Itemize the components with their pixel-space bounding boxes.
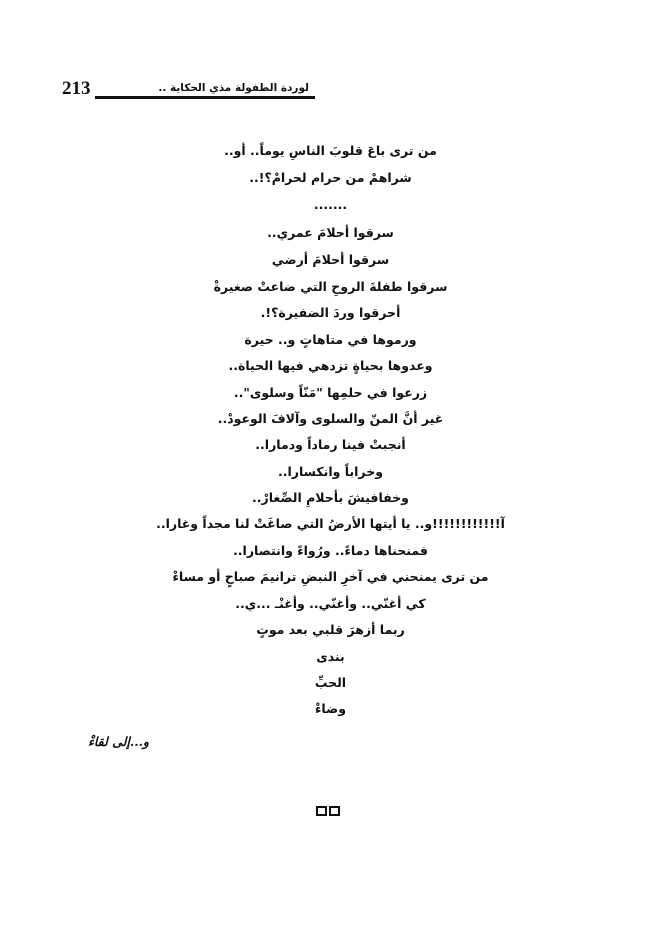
poem-line: أنجبتْ فينا رماداً ودمارا.. — [255, 437, 406, 452]
poem-line: شراهمْ من حرام لحرامْ؟!.. — [249, 170, 412, 185]
poem-line: وخراباً وانكسارا.. — [278, 464, 383, 479]
closing-line: و...إلى لقاءْ — [88, 734, 149, 749]
page-number: 213 — [62, 78, 91, 99]
poem-line: ربما أزهرَ قلبي بعد موتٍ — [256, 622, 405, 637]
poem-line: زرعوا في حلمِها "مَنّاً وسلوى".. — [233, 385, 428, 400]
poem-line: وضاءْ — [315, 701, 346, 716]
poem-line: وخفافيشَ بأحلامِ الصِّغارْ.. — [252, 490, 409, 505]
poem-line: وعدوها بحياةٍ تزدهي فيها الحياة.. — [228, 358, 433, 373]
poem-line: سرقوا طفلةَ الروحِ التي ضاعتْ صغيرةْ — [213, 279, 448, 294]
poem-line: من ترى يمنحني في آخرِ النبضِ ترانيمَ صباحٍ أو مساءْ — [172, 569, 489, 584]
header-rule — [95, 96, 315, 99]
poem-line: سرقوا أحلامَ أرضي — [271, 252, 390, 267]
double-square-end-mark-icon — [316, 806, 340, 816]
poem-line: من ترى باعَ قلوبَ الناسِ يوماً.. أو.. — [224, 143, 437, 158]
running-title: لوردة الطفولة مذي الحكاية .. — [158, 82, 309, 94]
square-icon — [329, 806, 340, 816]
poem-line: كي أغنّي.. وأغنّي.. وأغنْـ ...ي.. — [235, 596, 426, 611]
square-icon — [316, 806, 327, 816]
poem-line: ورموها في متاهاتٍ و.. حيرة — [244, 332, 417, 347]
poem-line: أحرقوا وردَ الضفيرة؟!. — [260, 305, 401, 320]
poem-line: الحبِّ — [314, 675, 347, 690]
poem-line: آ!!!!!!!!!!!!و.. يا أيتها الأرضُ التي صاغَتْ لنا مجداً وغارا.. — [156, 516, 505, 531]
poem-line: سرقوا أحلامَ عمري.. — [267, 225, 394, 240]
poem-line: ....... — [313, 197, 348, 212]
poem-line: غير أنَّ المنّ والسلوى وآلافَ الوعودْ.. — [217, 411, 444, 426]
poem-line: فمنحناها دماءً.. ورُواءً وانتصارا.. — [233, 543, 428, 558]
poem-line: بندى — [316, 649, 345, 664]
